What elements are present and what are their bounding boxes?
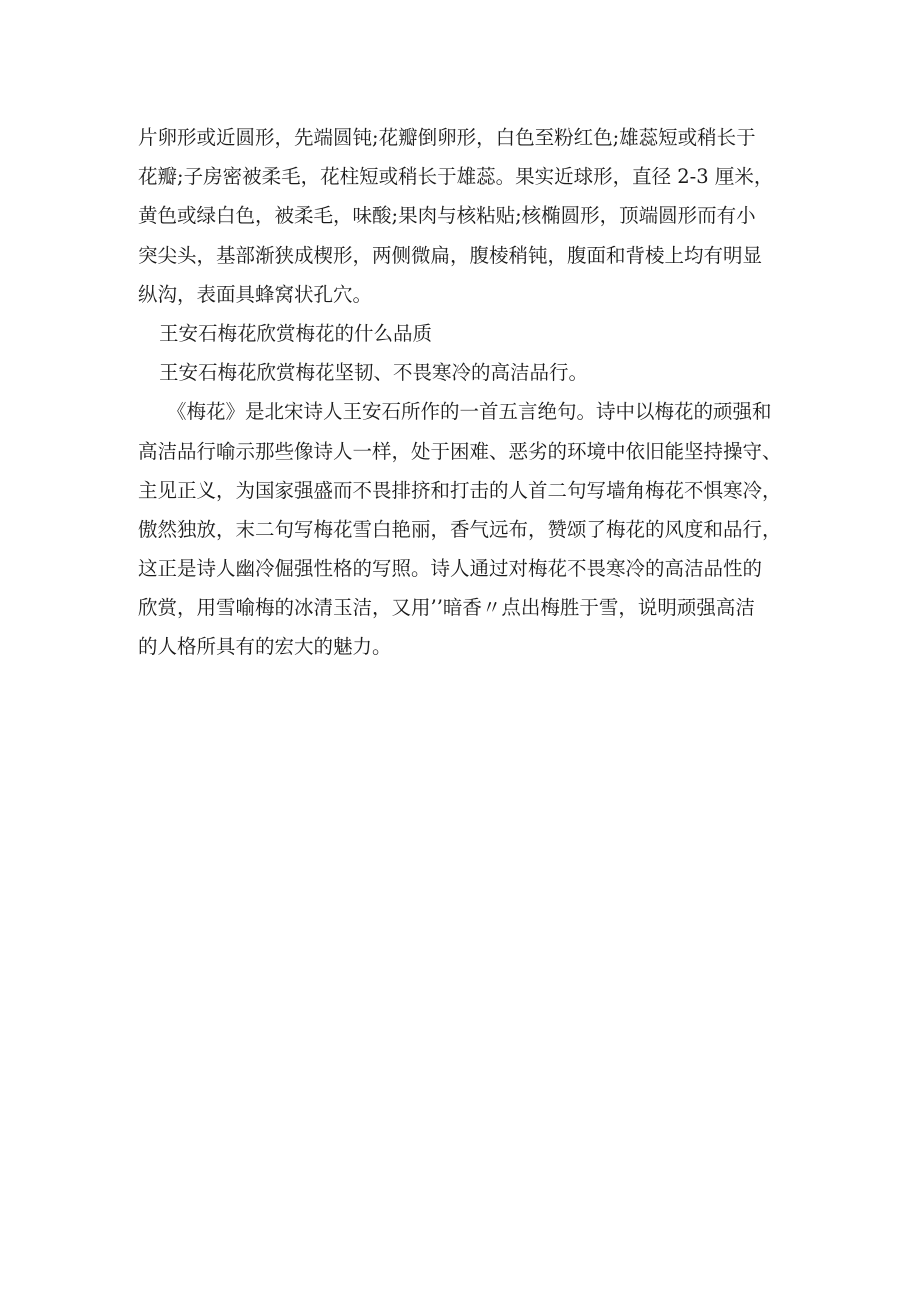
paragraph-line: 欣赏，用雪喻梅的冰清玉洁，又用’’暗香〃点出梅胜于雪，说明顽强高洁 [138,596,755,620]
paragraph-line: 黄色或绿白色，被柔毛，味酸;果肉与核粘贴;核椭圆形，顶端圆形而有小 [138,204,756,228]
paragraph-line: 花瓣;子房密被柔毛，花柱短或稍长于雄蕊。果实近球形，直径 2-3 厘米， [138,165,774,189]
paragraph-line: 纵沟，表面具蜂窝状孔穴。 [138,282,373,306]
question-heading: 王安石梅花欣赏梅花的什么品质 [159,321,433,345]
paragraph-plum-description [138,118,798,314]
answer-text: 王安石梅花欣赏梅花坚韧、不畏寒冷的高洁品行。 [159,361,589,385]
paragraph-line: 主见正义，为国家强盛而不畏排挤和打击的人首二句写墙角梅花不惧寒冷， [138,478,782,502]
paragraph-line: 这正是诗人幽冷倔强性格的写照。诗人通过对梅花不畏寒冷的高洁品性的 [138,557,763,581]
paragraph-line: 突尖头，基部渐狭成楔形，两侧微扁，腹棱稍钝，腹面和背棱上均有明显 [138,243,763,267]
paragraph-line: 傲然独放，末二句写梅花雪白艳丽，香气远布，赞颂了梅花的风度和品行， [138,517,782,541]
paragraph-line: 片卵形或近圆形，先端圆钝;花瓣倒卵形，白色至粉红色;雄蕊短或稍长于 [138,126,756,149]
paragraph-line: 高洁品行喻示那些像诗人一样，处于困难、恶劣的环境中依旧能坚持操守、 [138,439,782,463]
paragraph-poem-commentary [138,392,798,666]
document-body [138,118,798,667]
paragraph-line: 的人格所具有的宏大的魅力。 [138,635,392,659]
paragraph-line: 《梅花》是北宋诗人王安石所作的一首五言绝句。诗中以梅花的顽强和 [167,400,772,424]
